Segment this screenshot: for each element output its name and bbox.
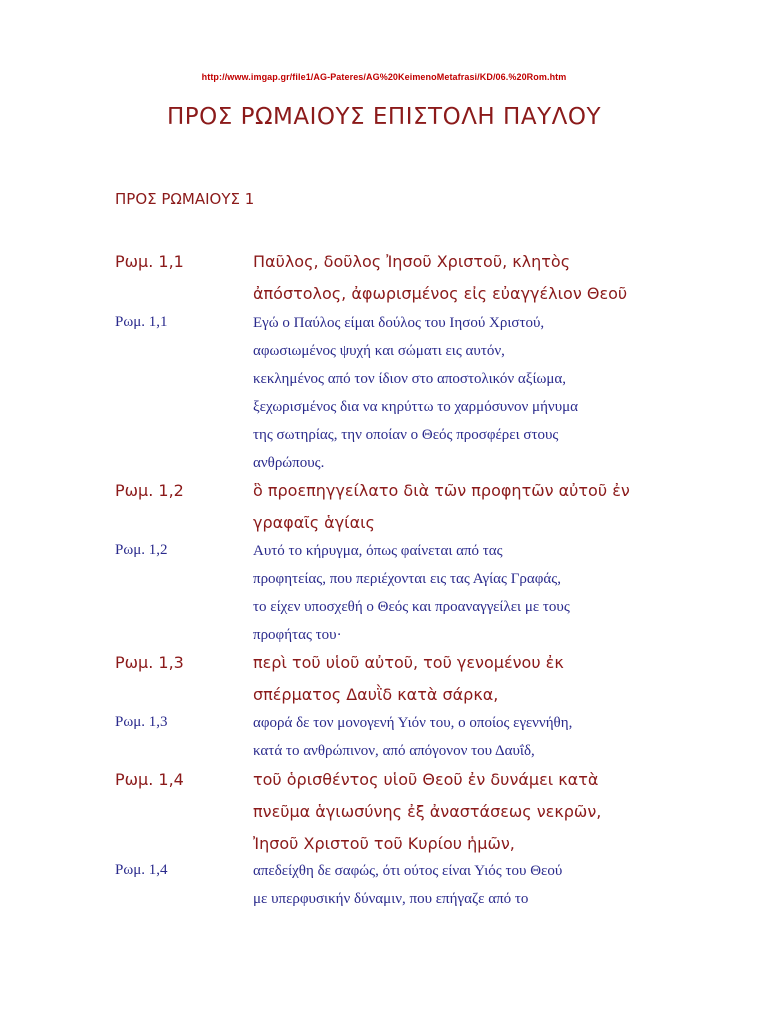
verse-line: κεκλημένος από τον ίδιον στο αποστολικόν αξίωμα, xyxy=(253,371,567,387)
chapter-heading: ΠΡΟΣ ΡΩΜΑΙΟΥΣ 1 xyxy=(115,190,255,208)
verse-text-greek xyxy=(253,647,653,711)
verse-line: προφήτας του· xyxy=(253,627,342,643)
verse-ref-modern: Ρωμ. 1,1 xyxy=(115,314,168,330)
verse-ref-modern: Ρωμ. 1,3 xyxy=(115,714,168,730)
verse-ref-greek: Ρωμ. 1,3 xyxy=(115,653,184,672)
verse-ref-greek: Ρωμ. 1,2 xyxy=(115,481,184,500)
verse-line: σπέρματος Δαυῒδ κατὰ σάρκα, xyxy=(253,685,499,704)
verse-line: ἀπόστολος, ἀφωρισμένος εἰς εὐαγγέλιον Θεοῦ xyxy=(253,284,628,303)
verse-line: Ἰησοῦ Χριστοῦ τοῦ Κυρίου ἡμῶν, xyxy=(253,834,515,853)
verse-ref-modern: Ρωμ. 1,4 xyxy=(115,862,168,878)
verse-line: με υπερφυσικήν δύναμιν, που επήγαζε από το xyxy=(253,891,529,907)
verse-line: αφορά δε τον μονογενή Υιόν του, ο οποίος εγεννήθη, xyxy=(253,715,573,731)
verse-line: ξεχωρισμένος δια να κηρύττω το χαρμόσυνον μήνυμα xyxy=(253,399,579,415)
verse-line: Παῦλος, δοῦλος Ἰησοῦ Χριστοῦ, κλητὸς xyxy=(253,252,571,271)
verse-line: το είχεν υποσχεθή ο Θεός και προαναγγείλει με τους xyxy=(253,599,570,615)
verse-ref-modern: Ρωμ. 1,2 xyxy=(115,542,168,558)
verse-text-greek xyxy=(253,246,653,310)
verse-text-modern xyxy=(253,537,653,649)
verse-text-modern xyxy=(253,857,653,913)
verse-line: απεδείχθη δε σαφώς, ότι ούτος είναι Υιός του Θεού xyxy=(253,863,563,879)
verse-line: τοῦ ὁρισθέντος υἱοῦ Θεοῦ ἐν δυνάμει κατὰ xyxy=(253,770,599,789)
verse-line: κατά το ανθρώπινον, από απόγονον του Δαυΐδ, xyxy=(253,743,535,759)
verse-line: περὶ τοῦ υἱοῦ αὐτοῦ, τοῦ γενομένου ἐκ xyxy=(253,653,564,672)
verse-line: ὃ προεπηγγείλατο διὰ τῶν προφητῶν αὐτοῦ ἐν xyxy=(253,481,630,500)
verse-line: πνεῦμα ἁγιωσύνης ἐξ ἀναστάσεως νεκρῶν, xyxy=(253,802,602,821)
verse-text-modern xyxy=(253,709,653,765)
verse-line: προφητείας, που περιέχονται εις τας Αγίας Γραφάς, xyxy=(253,571,561,587)
verse-text-greek xyxy=(253,764,653,860)
verse-line: της σωτηρίας, την οποίαν ο Θεός προσφέρει στους xyxy=(253,427,559,443)
verse-text-greek xyxy=(253,475,653,539)
verse-ref-greek: Ρωμ. 1,1 xyxy=(115,252,184,271)
verse-line: αφωσιωμένος ψυχή και σώματι εις αυτόν, xyxy=(253,343,505,359)
verse-text-modern xyxy=(253,309,653,477)
verse-line: Εγώ ο Παύλος είμαι δούλος του Ιησού Χριστού, xyxy=(253,315,545,331)
document-title: ΠΡΟΣ ΡΩΜΑΙΟΥΣ ΕΠΙΣΤΟΛΗ ΠΑΥΛΟΥ xyxy=(166,104,601,130)
verse-line: γραφαῖς ἁγίαις xyxy=(253,513,375,532)
verse-line: Αυτό το κήρυγμα, όπως φαίνεται από τας xyxy=(253,543,503,559)
verse-ref-greek: Ρωμ. 1,4 xyxy=(115,770,184,789)
verse-line: ανθρώπους. xyxy=(253,455,325,471)
source-url: http://www.imgap.gr/file1/AG-Pateres/AG%20KeimenoMetafrasi/KD/06.%20Rom.htm xyxy=(201,72,567,82)
